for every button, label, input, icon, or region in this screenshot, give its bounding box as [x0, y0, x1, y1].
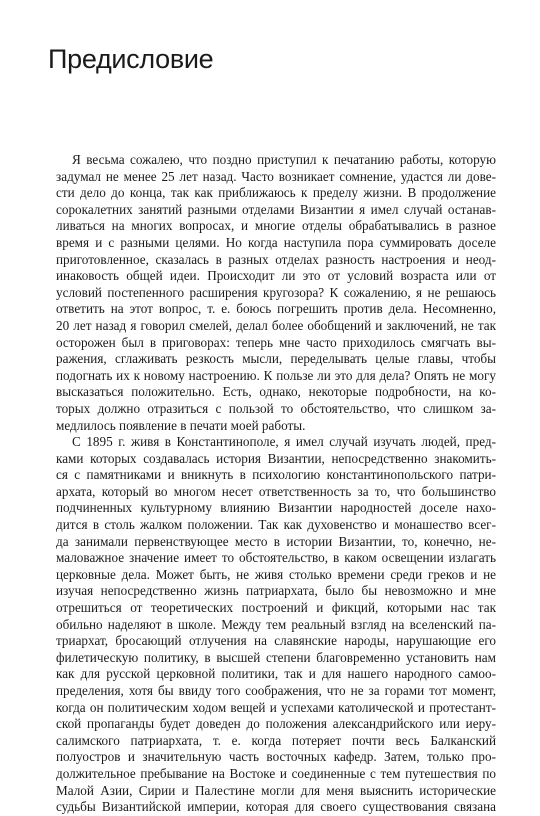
text-line: Малой Азии, Сирии и Палестине могли для меня выяснить исторические [56, 782, 496, 798]
text-line: дится в столь жалком положении. Так как духовенство и монашество всег- [56, 517, 496, 533]
text-line: медлилось появление в печати моей работы. [56, 417, 306, 433]
text-line: торых должно отразиться с пользой то обстоятельство, что слишком за- [56, 400, 496, 416]
page-title: Предисловие [48, 44, 214, 74]
text-line: отрешиться от теоретических построений и фикций, которыми нас так [56, 600, 496, 616]
text-line: ками которых создавалась история Византии, непосредственно знакомить- [56, 450, 496, 466]
text-line: церковные дела. Может быть, не живя столько времени среди греков и не [56, 566, 496, 582]
text-line: да занимали первенствующее место в истории Византии, то, конечно, не- [56, 533, 496, 549]
text-line: изучая непосредственно жизнь патриархата, было бы невозможно и мне [56, 583, 496, 599]
text-line: сорокалетних занятий разными отделами Византии я имел случай останав- [56, 201, 496, 217]
text-line: как для русской церковной политики, так и для нашего народного самоо- [56, 666, 496, 682]
text-line: ся с памятниками и вникнуть в психологию константинопольского патри- [56, 467, 496, 483]
text-line: высказаться положительно. Есть, однако, некоторые подробности, на ко- [56, 384, 496, 400]
text-line: Я весьма сожалею, что поздно приступил к печатанию работы, которую [72, 152, 496, 167]
text-line: когда он политическим ходом вещей и успехами католической и протестант- [56, 699, 496, 715]
text-line: филетическую политику, в высшей степени благовременно установить нам [56, 649, 496, 665]
text-line: судьбы Византийской империи, которая для своего существования связана [56, 799, 496, 815]
text-line: полуостров и значительную часть восточных кафедр. Затем, только про- [56, 749, 496, 765]
text-line: салимского патриархата, т. е. когда потеряет почти весь Балканский [56, 732, 496, 748]
text-line: пределения, хотя бы ввиду того соображения, что не за горами тот момент, [56, 683, 496, 698]
text-line: условий постепенного расширения кругозора? К сожалению, я не решаюсь [56, 284, 496, 300]
text-line: подогнать их к новому настроению. К пользе ли это для дела? Опять не могу [56, 367, 496, 383]
text-line: инаковость общей идеи. Происходит ли это от условий возраста или от [56, 268, 496, 284]
text-line: ражения, сглаживать резкость мысли, переделывать целые главы, чтобы [56, 351, 496, 367]
text-line: С 1895 г. живя в Константинополе, я имел случай изучать людей, пред- [72, 434, 496, 450]
paragraph [56, 152, 496, 434]
text-line: ливаться на многих вопросах, и многие отделы обрабатывались в разное [56, 218, 496, 234]
text-line: должительное пребывание на Востоке и соединенные с тем путешествия по [56, 765, 496, 781]
text-line: сти дело до конца, так как приближаюсь к пределу жизни. В продолжение [56, 185, 496, 201]
body-text [56, 152, 496, 816]
text-line: 20 лет назад я говорил смелей, делал более обобщений и заключений, не так [56, 317, 496, 333]
text-line: подчиненных культурному влиянию Византии народностей доселе нахо- [56, 500, 496, 516]
text-line: ответить на этот вопрос, т. е. боюсь погрешить против дела. Несомненно, [56, 301, 496, 317]
text-line: обильно наделяют в школе. Между тем реальный взгляд на вселенский па- [56, 616, 496, 632]
text-line: время и с разными целями. Но когда наступила пора суммировать доселе [56, 234, 496, 250]
text-line: маловажное значение имеет то обстоятельство, в каком освещении излагать [56, 550, 496, 566]
paragraph [56, 434, 496, 816]
text-line: ской пропаганды будет доведен до положения александрийского или иеру- [56, 716, 496, 732]
text-line: приготовленное, сказалась в разных отделах разность настроения и неод- [56, 251, 496, 267]
text-line: задумал не менее 25 лет назад. Часто возникает сомнение, удастся ли дове- [56, 168, 496, 184]
text-line: триархат, бросающий отлучения на славянские народы, нарушающие его [56, 633, 496, 649]
text-line: архата, который во многом несет ответственность за то, что большинство [56, 483, 496, 499]
text-line: осторожен был в приговорах: теперь мне часто приходилось смягчать вы- [56, 334, 496, 350]
